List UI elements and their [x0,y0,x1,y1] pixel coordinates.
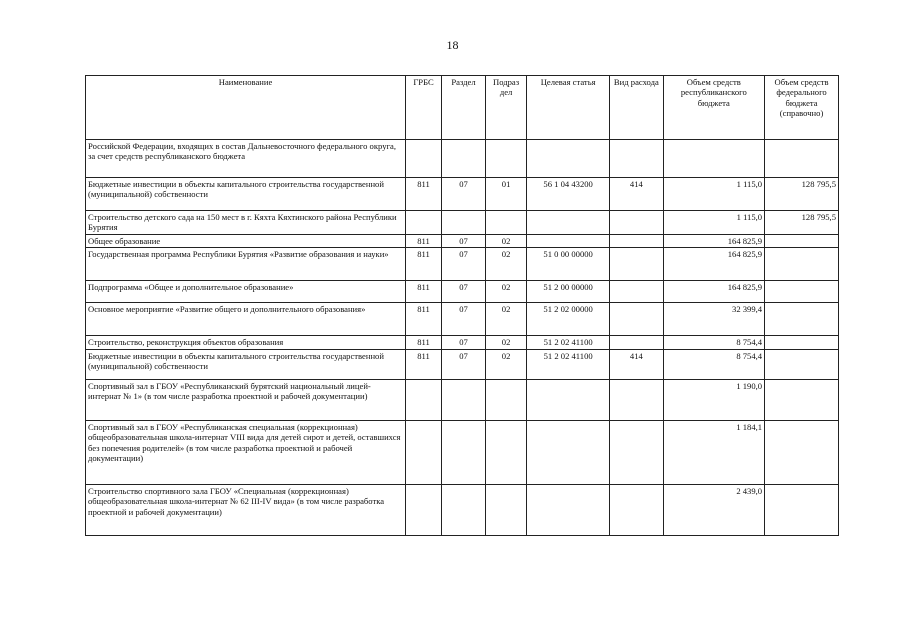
cell-section [441,379,485,420]
header-subsection: Подраз дел [486,76,527,140]
cell-section [441,484,485,535]
cell-name: Государственная программа Республики Бурятия «Развитие образования и науки» [86,248,406,281]
cell-republic: 2 439,0 [663,484,765,535]
table-row [86,379,839,420]
cell-federal: 128 795,5 [765,178,839,211]
cell-federal [765,349,839,379]
cell-republic: 32 399,4 [663,303,765,336]
cell-subsection [486,379,527,420]
cell-target: 51 2 02 41100 [527,336,610,349]
table-row [86,303,839,336]
cell-section [441,420,485,484]
cell-target [527,379,610,420]
cell-name: Подпрограмма «Общее и дополнительное образование» [86,281,406,303]
cell-name: Общее образование [86,235,406,248]
cell-name: Спортивный зал в ГБОУ «Республиканская специальная (коррекционная) общеобразовательная школа-интернат VIII вида для детей сирот и детей, оставшихся без попечения родителей» (в том числе разработка проектной и рабочей документации) [86,420,406,484]
cell-republic: 164 825,9 [663,235,765,248]
cell-name: Спортивный зал в ГБОУ «Республиканский бурятский национальный лицей-интернат № 1» (в том числе разработка проектной и рабочей документации) [86,379,406,420]
cell-subsection [486,211,527,235]
cell-section: 07 [441,281,485,303]
cell-grbs [406,140,442,178]
cell-exp-type: 414 [610,178,663,211]
cell-exp-type [610,248,663,281]
cell-federal [765,379,839,420]
cell-grbs [406,211,442,235]
table-row [86,235,839,248]
table-row [86,420,839,484]
cell-grbs [406,379,442,420]
cell-target [527,235,610,248]
cell-name: Строительство спортивного зала ГБОУ «Специальная (коррекционная) общеобразовательная школа-интернат № 62 III-IV вида» (в том числе разработка проектной и рабочей документации) [86,484,406,535]
cell-republic: 164 825,9 [663,248,765,281]
cell-federal: 128 795,5 [765,211,839,235]
cell-name: Строительство, реконструкция объектов образования [86,336,406,349]
cell-republic: 164 825,9 [663,281,765,303]
cell-section: 07 [441,178,485,211]
header-section: Раздел [441,76,485,140]
cell-exp-type [610,303,663,336]
cell-name: Строительство детского сада на 150 мест в г. Кяхта Кяхтинского района Республики Бурятия [86,211,406,235]
cell-target: 51 0 00 00000 [527,248,610,281]
page-number: 18 [446,38,459,52]
cell-grbs [406,420,442,484]
cell-federal [765,140,839,178]
header-republic: Объем средств республиканского бюджета [663,76,765,140]
cell-target [527,211,610,235]
cell-target: 56 1 04 43200 [527,178,610,211]
table-row [86,140,839,178]
cell-republic: 1 115,0 [663,178,765,211]
cell-subsection: 02 [486,349,527,379]
cell-grbs: 811 [406,281,442,303]
cell-federal [765,235,839,248]
cell-exp-type: 414 [610,349,663,379]
table-row [86,281,839,303]
cell-section: 07 [441,349,485,379]
cell-federal [765,248,839,281]
table-row [86,484,839,535]
cell-republic: 1 190,0 [663,379,765,420]
cell-section: 07 [441,235,485,248]
cell-grbs: 811 [406,178,442,211]
cell-section: 07 [441,303,485,336]
cell-exp-type [610,379,663,420]
cell-subsection: 01 [486,178,527,211]
cell-exp-type [610,336,663,349]
cell-federal [765,303,839,336]
table-row [86,336,839,349]
header-grbs: ГРБС [406,76,442,140]
cell-exp-type [610,420,663,484]
cell-federal [765,336,839,349]
cell-republic: 1 184,1 [663,420,765,484]
cell-grbs: 811 [406,235,442,248]
cell-subsection: 02 [486,281,527,303]
cell-name: Российской Федерации, входящих в состав Дальневосточного федерального округа, за счет средств республиканского бюджета [86,140,406,178]
budget-table [85,75,839,536]
cell-subsection: 02 [486,235,527,248]
cell-republic: 1 115,0 [663,211,765,235]
cell-target [527,484,610,535]
header-row [86,76,839,140]
cell-federal [765,484,839,535]
table-row [86,178,839,211]
cell-republic [663,140,765,178]
header-name: Наименование [86,76,406,140]
cell-subsection: 02 [486,248,527,281]
cell-republic: 8 754,4 [663,336,765,349]
cell-exp-type [610,235,663,248]
cell-exp-type [610,484,663,535]
cell-subsection [486,420,527,484]
cell-subsection: 02 [486,303,527,336]
cell-name: Бюджетные инвестиции в объекты капитального строительства государственной (муниципальной) собственности [86,349,406,379]
table-row [86,211,839,235]
cell-section: 07 [441,336,485,349]
cell-grbs: 811 [406,349,442,379]
cell-federal [765,420,839,484]
cell-grbs: 811 [406,248,442,281]
cell-federal [765,281,839,303]
cell-exp-type [610,140,663,178]
cell-subsection: 02 [486,336,527,349]
cell-name: Основное мероприятие «Развитие общего и дополнительного образования» [86,303,406,336]
cell-republic: 8 754,4 [663,349,765,379]
cell-grbs: 811 [406,303,442,336]
cell-subsection [486,140,527,178]
cell-target: 51 2 00 00000 [527,281,610,303]
header-exp-type: Вид расхода [610,76,663,140]
cell-exp-type [610,211,663,235]
cell-target [527,140,610,178]
cell-section [441,211,485,235]
cell-exp-type [610,281,663,303]
table-row [86,349,839,379]
cell-grbs: 811 [406,336,442,349]
table-row [86,248,839,281]
cell-grbs [406,484,442,535]
cell-subsection [486,484,527,535]
cell-section [441,140,485,178]
header-target: Целевая статья [527,76,610,140]
header-federal: Объем средств федерального бюджета (справочно) [765,76,839,140]
cell-target: 51 2 02 41100 [527,349,610,379]
cell-name: Бюджетные инвестиции в объекты капитального строительства государственной (муниципальной) собственности [86,178,406,211]
cell-target [527,420,610,484]
cell-target: 51 2 02 00000 [527,303,610,336]
cell-section: 07 [441,248,485,281]
